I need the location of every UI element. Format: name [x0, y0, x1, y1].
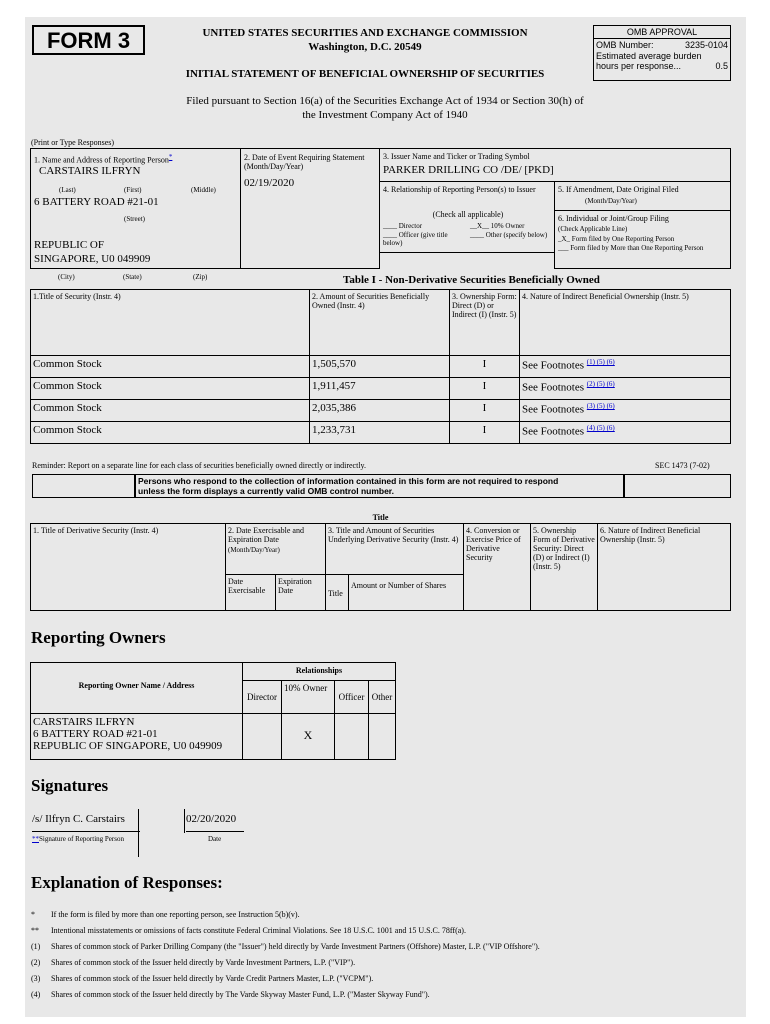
- footnote-link[interactable]: (2) (5) (6): [586, 380, 615, 388]
- table2-date-exercisable: Date Exercisable: [225, 574, 276, 611]
- middle-label: (Middle): [191, 186, 216, 194]
- table1-title: Table I - Non-Derivative Securities Beneficially Owned: [343, 274, 600, 286]
- agency-title: UNITED STATES SECURITIES AND EXCHANGE COMMISSION: [202, 27, 528, 39]
- sec-number: SEC 1473 (7-02): [655, 461, 710, 470]
- officer-option: ____ Officer (give title below): [383, 231, 448, 247]
- officer-cell: [334, 713, 369, 760]
- double-star-link[interactable]: **: [32, 835, 39, 843]
- other-cell: [368, 713, 396, 760]
- footnote-link[interactable]: (3) (5) (6): [586, 402, 615, 410]
- box4-relationship: [379, 181, 555, 253]
- table1-non-derivative: [30, 289, 731, 444]
- table2-col5: 5. Ownership Form of Derivative Security: Direct (D) or Indirect (I) (Instr. 5): [530, 523, 598, 611]
- last-label: (Last): [59, 186, 76, 194]
- row-nature: See Footnotes $^{(1) (5) (6)}$: [520, 356, 731, 378]
- issuer-value: PARKER DRILLING CO /DE/ [PKD]: [383, 164, 554, 176]
- director-header: Director: [242, 680, 282, 714]
- row-nature: See Footnotes $^{(2) (5) (6)}$: [520, 378, 731, 400]
- explanation-item: * If the form is filed by more than one reporting person, see Instruction 5(b)(v).: [31, 910, 300, 919]
- row-nature: See Footnotes $^{(4) (5) (6)}$: [520, 422, 731, 444]
- row-amount: 1,505,570: [310, 356, 450, 378]
- state-label: (State): [123, 273, 142, 281]
- explanation-item: (2) Shares of common stock of the Issuer held directly by Varde Investment Partners, L.P. ("VIP").: [31, 958, 356, 967]
- row-nature: See Footnotes $^{(3) (5) (6)}$: [520, 400, 731, 422]
- box1-reporting-person: [30, 148, 241, 269]
- street-address: 6 BATTERY ROAD #21-01: [34, 196, 159, 208]
- row-title: Common Stock: [31, 378, 310, 400]
- reminder-text: Reminder: Report on a separate line for each class of securities beneficially owned directly or indirectly.: [32, 461, 367, 470]
- ten-percent-owner-option: __X__ 10% Owner: [470, 222, 525, 230]
- table-row: [31, 422, 731, 444]
- table1-col-form: 3. Ownership Form: Direct (D) or Indirect (I) (Instr. 5): [450, 290, 520, 356]
- table2-col6: 6. Nature of Indirect Beneficial Ownership (Instr. 5): [597, 523, 731, 611]
- relationships-header: Relationships: [242, 662, 396, 681]
- table2-col2: 2. Date Exercisable and Expiration Date (Month/Day/Year): [225, 523, 326, 575]
- table2-col1: 1. Title of Derivative Security (Instr. 4): [30, 523, 226, 611]
- other-option: ____ Other (specify below): [470, 231, 548, 239]
- form-page: [25, 17, 746, 1017]
- box5-amendment: [554, 181, 731, 211]
- signature-divider-2: [184, 809, 185, 833]
- date-label: Date: [208, 835, 222, 843]
- row-form: I: [450, 356, 520, 378]
- city-line1: REPUBLIC OF: [34, 239, 104, 251]
- agency-location: Washington, D.C. 20549: [308, 41, 422, 53]
- omb-title: OMB APPROVAL: [594, 26, 730, 39]
- footnote-link[interactable]: (4) (5) (6): [586, 424, 615, 432]
- owner-name-cell: CARSTAIRS ILFRYN 6 BATTERY ROAD #21-01 REPUBLIC OF SINGAPORE, U0 049909: [30, 713, 243, 760]
- box3-issuer: [379, 148, 731, 182]
- table-row: [31, 356, 731, 378]
- explanation-item: (3) Shares of common stock of the Issuer held directly by Varde Credit Partners Master, L.P. ("VCPM").: [31, 974, 374, 983]
- table2-title: Title: [372, 513, 389, 522]
- signature-label: **Signature of Reporting Person: [32, 835, 124, 843]
- other-header: Other: [368, 680, 396, 714]
- filed-pursuant-line2: the Investment Company Act of 1940: [302, 109, 468, 121]
- event-date-value: 02/19/2020: [244, 177, 295, 189]
- table2-title-col: Title: [325, 574, 349, 611]
- statement-title: INITIAL STATEMENT OF BENEFICIAL OWNERSHIP OF SECURITIES: [185, 68, 545, 80]
- row-amount: 2,035,386: [310, 400, 450, 422]
- signature-value: /s/ Ilfryn C. Carstairs: [32, 813, 140, 832]
- reminder-right-box: [624, 474, 731, 498]
- row-form: I: [450, 422, 520, 444]
- box6-label: 6. Individual or Joint/Group Filing: [558, 214, 669, 223]
- explanation-list: [31, 910, 731, 1006]
- table1-col-title: 1.Title of Security (Instr. 4): [31, 290, 310, 356]
- zip-label: (Zip): [193, 273, 208, 281]
- reporting-owners-table: [30, 662, 396, 760]
- signature-date: 02/20/2020: [186, 813, 244, 832]
- table2-derivative: [30, 523, 731, 611]
- box6-check: (Check Applicable Line): [558, 225, 628, 233]
- explanation-heading: Explanation of Responses:: [31, 873, 223, 892]
- omb-burden-label: Estimated average burden: [596, 51, 702, 61]
- table-row: [31, 400, 731, 422]
- box3-label: 3. Issuer Name and Ticker or Trading Symbol: [383, 152, 530, 161]
- explanation-item: (1) Shares of common stock of Parker Drilling Company (the "Issuer") held directly by Varde Investment Partners (Offshore) Master, L.P. ("VIP Offshore").: [31, 942, 540, 951]
- reporting-person-name: CARSTAIRS ILFRYN: [39, 165, 141, 177]
- table1-col-nature: 4. Nature of Indirect Beneficial Ownership (Instr. 5): [520, 290, 731, 356]
- omb-approval-box: [593, 25, 731, 81]
- signature-divider: [138, 809, 139, 857]
- box4-check: (Check all applicable): [432, 210, 504, 219]
- row-amount: 1,233,731: [310, 422, 450, 444]
- box1-label: 1. Name and Address of Reporting Person*: [34, 153, 173, 165]
- city-line2: SINGAPORE, U0 049909: [34, 253, 151, 265]
- reminder-left-box: [32, 474, 135, 498]
- box6-filing: [554, 210, 731, 269]
- box4-label: 4. Relationship of Reporting Person(s) to Issuer: [383, 185, 536, 194]
- row-amount: 1,911,457: [310, 378, 450, 400]
- table2-amount-col: Amount or Number of Shares: [348, 574, 464, 611]
- table1-header-row: [31, 290, 731, 356]
- row-title: Common Stock: [31, 356, 310, 378]
- street-label: (Street): [124, 215, 145, 223]
- box5-label: 5. If Amendment, Date Original Filed: [558, 185, 679, 194]
- explanation-item: ** Intentional misstatements or omissions of facts constitute Federal Criminal Violations. See 18 U.S.C. 1001 and 15 U.S.C. 78ff(a).: [31, 926, 466, 935]
- city-label: (City): [58, 273, 75, 281]
- footnote-link[interactable]: (1) (5) (6): [586, 358, 615, 366]
- director-cell: [242, 713, 282, 760]
- box2-label: 2. Date of Event Requiring Statement (Month/Day/Year): [244, 153, 365, 171]
- table2-col3: 3. Title and Amount of Securities Underlying Derivative Security (Instr. 4): [325, 523, 464, 575]
- explanation-item: (4) Shares of common stock of the Issuer held directly by The Varde Skyway Master Fund, L.P. ("Master Skyway Fund").: [31, 990, 430, 999]
- ten-percent-owner-header: 10% Owner: [281, 680, 335, 714]
- omb-number-value: 3235-0104: [684, 40, 728, 50]
- row-form: I: [450, 378, 520, 400]
- print-or-type: (Print or Type Responses): [31, 138, 115, 147]
- signatures-heading: Signatures: [31, 776, 109, 795]
- box5-sub: (Month/Day/Year): [585, 197, 637, 205]
- signature-block: [30, 809, 242, 857]
- filing-line1: _X_ Form filed by One Reporting Person: [558, 235, 675, 243]
- box2-event-date: [240, 148, 380, 269]
- form-title: FORM 3: [32, 25, 145, 55]
- ten-percent-owner-cell: X: [281, 713, 335, 760]
- officer-header: Officer: [334, 680, 369, 714]
- omb-number-label: OMB Number:: [596, 40, 654, 50]
- star-footnote-link[interactable]: *: [168, 153, 173, 161]
- row-form: I: [450, 400, 520, 422]
- owner-name-header-cell: Reporting Owner Name / Address: [30, 662, 243, 714]
- row-title: Common Stock: [31, 422, 310, 444]
- omb-hours-value: 0.5: [715, 61, 728, 71]
- first-label: (First): [124, 186, 142, 194]
- table2-col4: 4. Conversion or Exercise Price of Derivative Security: [463, 523, 531, 611]
- filing-line2: ___ Form filed by More than One Reporting Person: [558, 244, 704, 252]
- omb-hours-label: hours per response...: [596, 61, 682, 71]
- persons-notice: Persons who respond to the collection of information contained in this form are not required to respond unless the form displays a currently valid OMB control number.: [135, 474, 624, 498]
- row-title: Common Stock: [31, 400, 310, 422]
- table2-expiration: Expiration Date: [275, 574, 326, 611]
- director-option: ____ Director: [383, 222, 423, 230]
- reporting-owners-heading: Reporting Owners: [31, 628, 166, 647]
- table-row: [31, 378, 731, 400]
- table1-col-amount: 2. Amount of Securities Beneficially Owned (Instr. 4): [310, 290, 450, 356]
- filed-pursuant-line1: Filed pursuant to Section 16(a) of the Securities Exchange Act of 1934 or Section 30(h) of: [186, 95, 584, 107]
